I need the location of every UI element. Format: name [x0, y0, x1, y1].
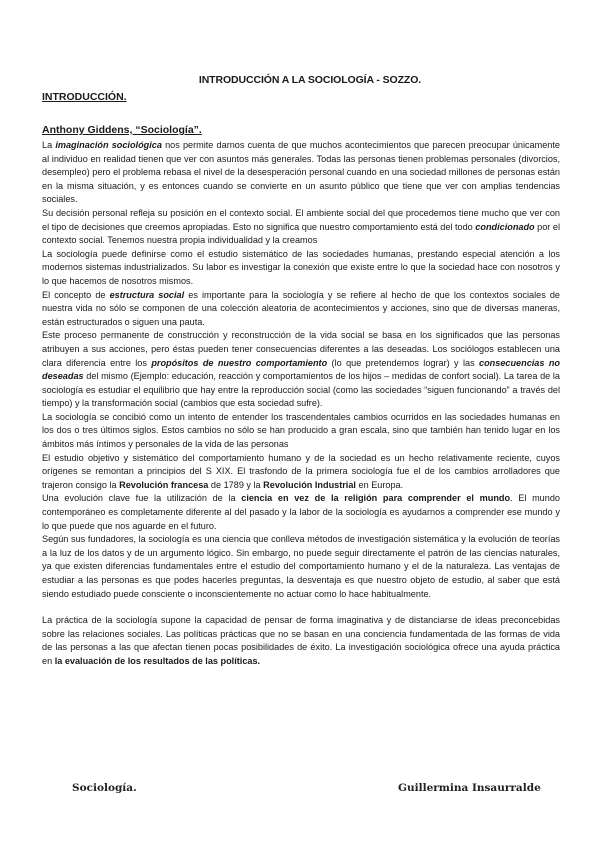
- paragraph: Este proceso permanente de construcción y reconstrucción de la vida social se basa en los significados que las personas atribuyen a sus acciones, pero éstas pueden tener consecuencias diferentes a las deseadas. Los sociólogos establecen una clara diferencia entre los propósitos de nuestro comportamiento (lo que pretendemos lograr) y las consecuencias no deseadas del mismo (Ejemplo: educación, reacción y comportamientos de los hijos – medidas de confort social). La tarea de la sociología es estudiar el equilibrio que hay entre la reproducción social (como las sociedades “siguen funcionando” a través del tiempo) y la transformación social (cambios que esta sociedad sufre).: [42, 330, 560, 409]
- paragraph: Su decisión personal refleja su posición en el contexto social. El ambiente social del que procedemos tiene mucho que ver con el tipo de decisiones que creemos apropiadas. Esto no significa que nuestro comportamiento está del todo condicionado por el contexto social. Tenemos nuestra propia individualidad y la creamos: [42, 207, 560, 246]
- footer-subject: Sociología.: [72, 782, 137, 794]
- footer-author: Guillermina Insaurralde: [398, 782, 541, 794]
- paragraph: El estudio objetivo y sistemático del comportamiento humano y de la sociedad es un hecho relativamente reciente, cuyos orígenes se remontan a principios del S XIX. El trasfondo de la primera sociología fue el de los cambios arrolladores que trajeron consigo la Revolución francesa de 1789 y la Revolución Industrial en Europa.: [42, 452, 560, 490]
- emphasis: imaginación sociológica: [55, 140, 162, 150]
- emphasis: consecuencias no deseadas: [42, 357, 560, 382]
- bold-text: Revolución francesa: [119, 479, 209, 490]
- paragraph: El concepto de estructura social es importante para la sociología y se refiere al hecho de que los contextos sociales de nuestra vida no sólo se componen de una colección aleatoria de acontecimientos y acciones, sino que de diversas maneras, están estructurados o siguen una pauta.: [42, 289, 561, 327]
- emphasis: condicionado: [475, 221, 535, 232]
- page-title: INTRODUCCIÓN A LA SOCIOLOGÍA - SOZZO.: [198, 74, 422, 86]
- paragraph: La práctica de la sociología supone la capacidad de pensar de forma imaginativa y de distanciarse de ideas preconcebidas sobre las relaciones sociales. Las políticas prácticas que no se basan en una conciencia fundamentada de las formas de vida de las personas a las que afectan tienen pocas posibilidades de éxito. La investigación sociológica ofrece una ayuda práctica en la evaluación de los resultados de las políticas.: [42, 615, 560, 666]
- author-heading: Anthony Giddens, “Sociología”.: [42, 124, 202, 136]
- paragraph: La sociología puede definirse como el estudio sistemático de las sociedades humanas, prestando especial atención a los modernos sistemas industrializados. Su labor es investigar la conexión que existe entre lo que la sociedad hace con nosotros y lo que hacemos de nosotros mismos.: [42, 248, 560, 286]
- paragraph: La sociología se concibió como un intento de entender los trascendentales cambios ocurridos en las sociedades humanas en los dos o tres últimos siglos. Estos cambios no sólo se han producido a gran escala, sino que también han tenido lugar en los ámbitos más íntimos y personales de la vida de las personas: [42, 411, 560, 450]
- paragraph: Una evolución clave fue la utilización de la ciencia en vez de la religión para comprender el mundo. El mundo contemporáneo es completamente diferente al del pasado y la labor de la sociología es ayudarnos a comprender ese mundo y lo que puede que nos aguarde en el futuro.: [42, 493, 560, 531]
- document-body: [42, 139, 560, 669]
- emphasis: propósitos de nuestro comportamiento: [151, 357, 328, 368]
- paragraph: La imaginación sociológica nos permite darnos cuenta de que muchos acontecimientos que parecen preocupar únicamente al individuo en realidad tienen que ver con asuntos más generales. Todas las personas tienen problemas personales (divorcios, desempleo) pero el problema rebasa el nivel de la desesperación personal cuando en una sociedad millones de personas están en la misma situación, y es entonces cuando se convierte en un asunto público que tiene que ver con amplias tendencias sociales.: [42, 140, 560, 205]
- bold-text: la evaluación de los resultados de las políticas.: [54, 655, 261, 666]
- bold-text: ciencia en vez de la religión para comprender el mundo: [241, 493, 511, 504]
- paragraph: Según sus fundadores, la sociología es una ciencia que conlleva métodos de investigación sistemática y la evolución de teorías a la luz de los datos y de un argumento lógico. Sin embargo, no puede seguir directamente el patrón de las ciencias naturales, ya que existen diferencias fundamentales entre el estudio del comportamiento humano y el de la naturaleza. Las ventajas de estudiar a las personas es que podes hacerles preguntas, la desventaja es que nuestro objeto de estudio, al saber que está siendo estudiado puede consciente o inconscientemente no actuar como lo hace habitualmente.: [42, 534, 560, 599]
- section-heading: INTRODUCCIÓN.: [42, 91, 127, 103]
- emphasis: estructura social: [109, 289, 185, 300]
- bold-text: Revolución Industrial: [263, 479, 356, 490]
